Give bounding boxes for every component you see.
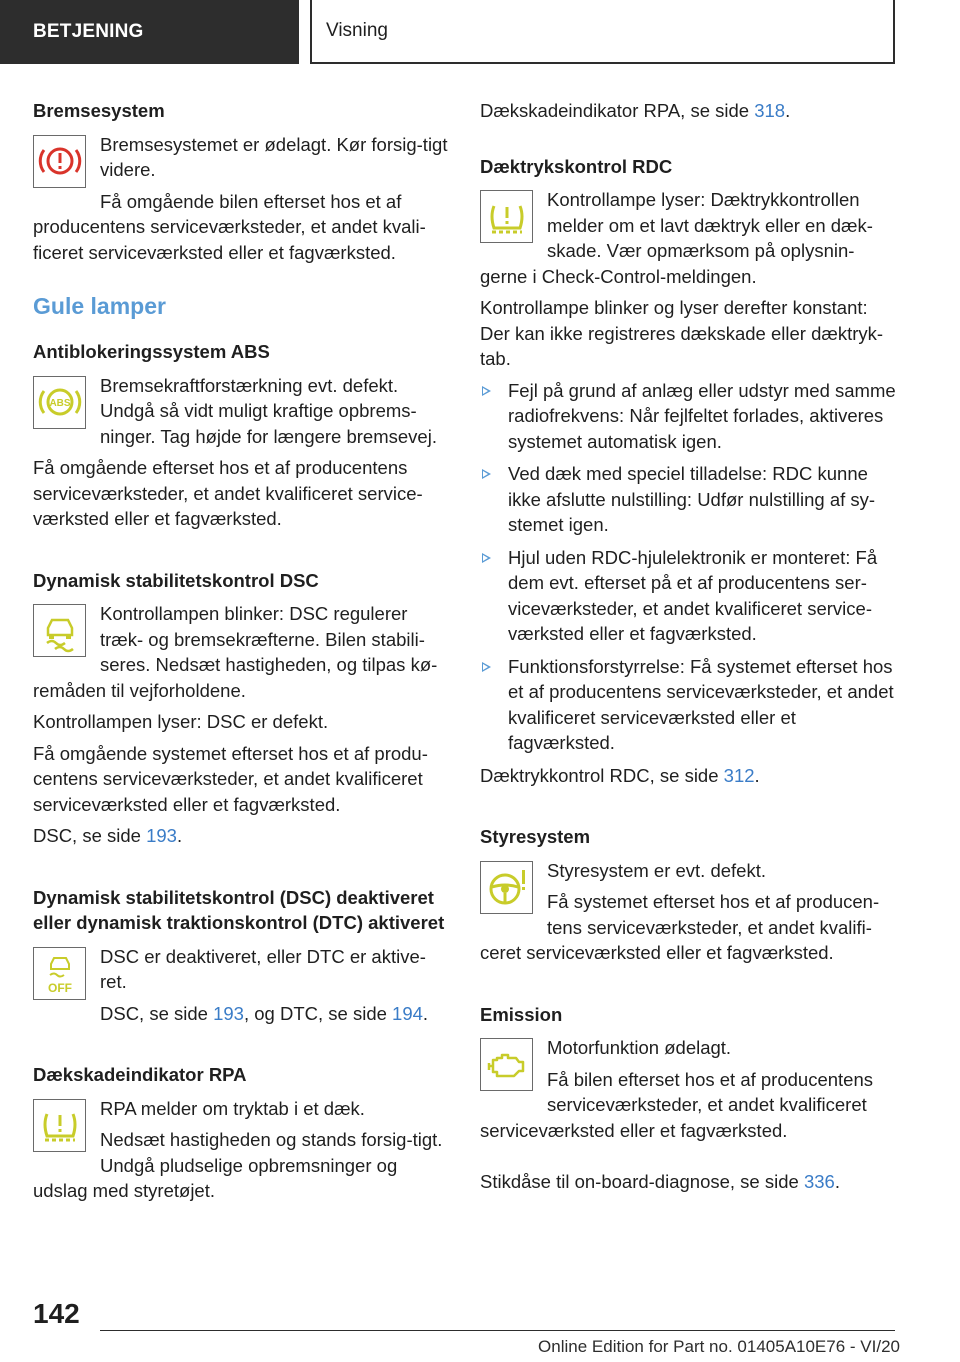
rpa-text-2: Nedsæt hastigheden og stands forsig-tigt. Undgå pludselige opbremsninger og udslag med styretøjet. xyxy=(33,1129,443,1201)
dsc-off-entry xyxy=(33,944,449,1033)
rpa-entry xyxy=(33,1096,449,1210)
brake-system-entry xyxy=(33,132,449,272)
footer-divider xyxy=(100,1330,895,1331)
page-number: 142 xyxy=(33,1298,80,1329)
right-column xyxy=(480,98,896,1201)
dsc-off-reference: DSC, se side 193, og DTC, se side 194. xyxy=(100,1002,429,1024)
rpa-title: Dækskadeindikator RPA xyxy=(33,1064,247,1085)
steering-entry xyxy=(480,858,896,972)
page-link-194[interactable]: 194 xyxy=(392,1002,423,1024)
emission-text-1: Motorfunktion ødelagt. xyxy=(547,1037,732,1058)
page-link-193[interactable]: 193 xyxy=(146,825,177,846)
dsc-off-text-1: DSC er deaktiveret, eller DTC er aktive-ret. xyxy=(100,945,426,992)
steering-title: Styresystem xyxy=(480,826,591,847)
abs-title: Antiblokeringssystem ABS xyxy=(33,341,270,362)
page-link-312[interactable]: 312 xyxy=(723,764,755,786)
left-column xyxy=(33,98,449,1216)
abs-icon xyxy=(33,376,86,429)
rdc-text-2: Kontrollampe blinker og lyser derefter konstant: Der kan ikke registreres dækskade eller dæktryk-tab. xyxy=(480,297,884,369)
emission-text-2: Få bilen efterset hos et af producentens serviceværksteder, et andet kvalificeret serviceværksted eller et fagværksted. xyxy=(480,1068,874,1141)
list-item: Ved dæk med speciel tilladelse: RDC kunne ikke afslutte nulstilling: Udfør nulstilling af sy-stemet igen. xyxy=(480,461,896,538)
dsc-text-1: Kontrollampen blinker: DSC regulerer træk- og bremsekræfterne. Bilen stabili-seres. Nedsæt hastigheden, og tilpas kø-remåden til vejforholdene. xyxy=(33,603,438,701)
brake-warning-icon xyxy=(33,135,86,188)
tire-pressure-icon xyxy=(480,190,533,243)
list-item: Hjul uden RDC-hjulelektronik er monteret: Få dem evt. efterset på et af producentens ser-viceværksteder, et andet kvalificeret service-værksted eller et fagværksted. xyxy=(480,545,896,647)
dsc-off-title: Dynamisk stabilitetskontrol (DSC) deaktiveret eller dynamisk traktionskontrol (DTC) aktiveret xyxy=(33,886,445,933)
page-header xyxy=(0,0,960,66)
brake-system-text-1: Bremsesystemet er ødelagt. Kør forsig-tigt videre. xyxy=(100,133,448,180)
dsc-title: Dynamisk stabilitetskontrol DSC xyxy=(33,569,319,591)
page-link-318[interactable]: 318 xyxy=(754,100,786,121)
page-link-193b[interactable]: 193 xyxy=(213,1002,244,1024)
list-item: Funktionsforstyrrelse: Få systemet efterset hos et af producentens serviceværksteder, et andet kvalificeret serviceværksted eller et fagværksted. xyxy=(480,654,896,756)
section-label: BETJENING xyxy=(0,0,299,64)
emission-title: Emission xyxy=(480,1003,563,1025)
brake-system-text-2: Få omgående bilen efterset hos et af producentens serviceværksteder, et andet kvali-ficeret serviceværksted eller et fagværksted. xyxy=(33,190,426,263)
rdc-entry xyxy=(480,187,896,794)
rpa-text-1: RPA melder om tryktab i et dæk. xyxy=(100,1097,365,1119)
rdc-bullet-list xyxy=(480,378,896,756)
abs-entry xyxy=(33,373,449,538)
rpa-reference: Dækskadeindikator RPA, se side 318. xyxy=(480,100,791,121)
engine-icon xyxy=(480,1038,533,1091)
abs-text-1: Bremsekraftforstærkning evt. defekt. Undgå så vidt muligt kraftige opbrems-ninger. Tag højde for længere bremsevej. xyxy=(100,374,437,447)
svg-text:ABS: ABS xyxy=(48,398,71,409)
edition-text: Online Edition for Part no. 01405A10E76 - VI/20 xyxy=(538,1337,900,1356)
rdc-text-1: Kontrollampe lyser: Dæktrykkontrollen melder om et lavt dæktryk eller en dæk-skade. Vær opmærksom på oplysnin-gerne i Check-Control-meldingen. xyxy=(480,189,873,287)
rdc-title: Dæktrykskontrol RDC xyxy=(480,155,673,177)
steering-text-1: Styresystem er evt. defekt. xyxy=(547,859,766,881)
dsc-reference: DSC, se side 193. xyxy=(33,825,183,846)
steering-warning-icon xyxy=(480,861,533,914)
dsc-entry xyxy=(33,601,449,855)
brake-system-title: Bremsesystem xyxy=(33,100,165,121)
tire-pressure-icon xyxy=(33,1099,86,1152)
svg-text:OFF: OFF xyxy=(47,981,72,995)
dsc-text-2: Kontrollampen lyser: DSC er defekt. xyxy=(33,711,329,732)
dsc-icon xyxy=(33,604,86,657)
dsc-off-icon xyxy=(33,947,86,1000)
chapter-label: Visning xyxy=(310,0,895,64)
dsc-text-3: Få omgående systemet efterset hos et af produ-centens serviceværksteder, et andet kvalificeret serviceværksted eller et fagværksted. xyxy=(33,742,428,815)
list-item: Fejl på grund af anlæg eller udstyr med samme radiofrekvens: Når fejlfeltet forlades, aktiveres systemet automatisk igen. xyxy=(480,378,896,455)
page-link-336[interactable]: 336 xyxy=(803,1171,835,1192)
rdc-reference: Dæktrykkontrol RDC, se side 312. xyxy=(480,764,760,786)
yellow-lamps-heading: Gule lamper xyxy=(33,293,166,319)
abs-text-2: Få omgående efterset hos et af producentens serviceværksteder, et andet kvalificeret service-værksted eller et fagværksted. xyxy=(33,457,423,529)
steering-text-2: Få systemet efterset hos et af producen-tens serviceværksteder, et andet kvalifi-ceret serviceværksted eller et fagværksted. xyxy=(480,891,880,963)
obd-reference: Stikdåse til on-board-diagnose, se side 336. xyxy=(480,1171,840,1192)
emission-entry xyxy=(480,1035,896,1149)
